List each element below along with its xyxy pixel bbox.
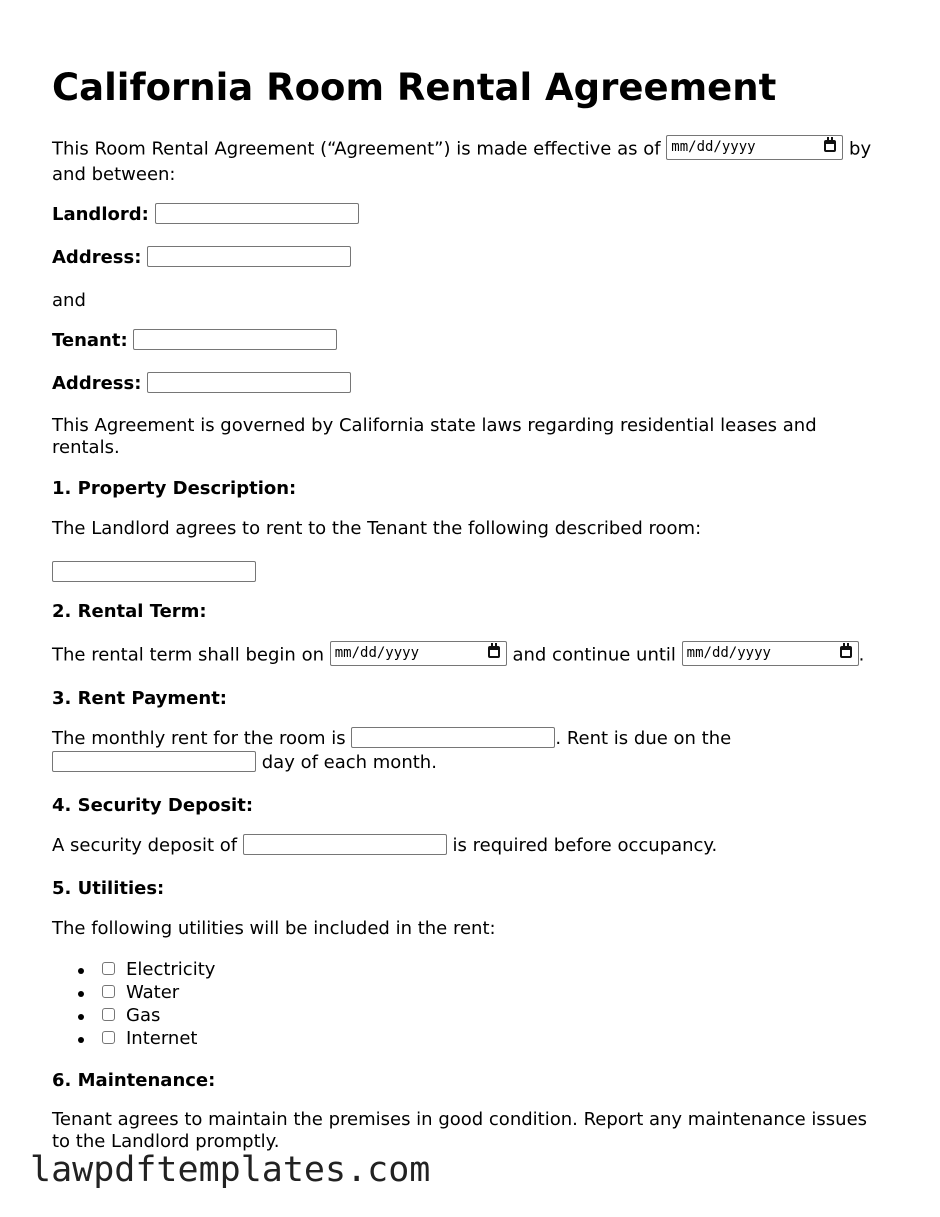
governing-text-1: This Agreement is governed by California state laws regarding residential leases and [52, 415, 817, 436]
governing-text-2: rentals. [52, 437, 120, 458]
deposit-text: A security deposit of [52, 835, 238, 856]
landlord-label: Landlord: [52, 204, 149, 225]
rent-due-text: . Rent is due on the [555, 728, 732, 749]
rental-term-middle-text: and continue until [512, 644, 676, 666]
landlord-name-input[interactable] [155, 203, 359, 224]
tenant-address-label: Address: [52, 373, 142, 394]
landlord-address-input[interactable] [147, 246, 351, 267]
rental-term-period: . [858, 644, 865, 666]
calendar-icon[interactable] [488, 646, 500, 658]
checkbox-label: Electricity [126, 959, 216, 980]
section-5-text: The following utilities will be included in the rent: [52, 918, 496, 939]
landlord-address-row [52, 247, 351, 269]
maintenance-text-1: Tenant agrees to maintain the premises in good condition. Report any maintenance issues [52, 1109, 868, 1130]
intro-text: This Room Rental Agreement (“Agreement”) is made effective as of [52, 138, 661, 160]
section-6-heading: 6. Maintenance: [52, 1070, 216, 1091]
tenant-address-row [52, 373, 351, 395]
checkbox-label: Gas [126, 1005, 161, 1026]
landlord-address-label: Address: [52, 247, 142, 268]
security-deposit-input[interactable] [243, 834, 447, 855]
deposit-after-text: is required before occupancy. [452, 835, 718, 856]
landlord-row [52, 204, 359, 226]
rental-term-text: The rental term shall begin on [52, 644, 324, 666]
bullet [78, 1014, 84, 1020]
tenant-row [52, 330, 337, 352]
rental-term-line [52, 643, 864, 668]
start-date-input[interactable] [330, 641, 507, 666]
list-item [52, 982, 215, 1005]
deposit-line [52, 835, 717, 857]
water-checkbox[interactable] [102, 985, 115, 998]
property-description-input[interactable] [52, 561, 256, 582]
rent-day-text: day of each month. [261, 752, 437, 773]
intro-line-2: and between: [52, 164, 176, 185]
internet-checkbox[interactable] [102, 1031, 115, 1044]
checkbox-label: Internet [126, 1028, 198, 1049]
intro-by-text: by [849, 138, 872, 160]
list-item [52, 1028, 215, 1051]
and-text: and [52, 290, 86, 311]
rent-text: The monthly rent for the room is [52, 728, 346, 749]
checkbox-label: Water [126, 982, 180, 1003]
rent-line-2 [52, 752, 437, 774]
bullet [78, 1037, 84, 1043]
electricity-checkbox[interactable] [102, 962, 115, 975]
calendar-icon[interactable] [840, 646, 852, 658]
calendar-icon[interactable] [824, 140, 836, 152]
property-row [52, 560, 256, 582]
maintenance-text-2: to the Landlord promptly. [52, 1131, 280, 1152]
document-title: California Room Rental Agreement [52, 66, 777, 109]
date-placeholder: mm/dd/yyyy [671, 139, 756, 155]
tenant-name-input[interactable] [133, 329, 337, 350]
gas-checkbox[interactable] [102, 1008, 115, 1021]
end-date-input[interactable] [682, 641, 859, 666]
watermark: lawpdftemplates.com [30, 1150, 431, 1190]
monthly-rent-input[interactable] [351, 727, 555, 748]
section-2-heading: 2. Rental Term: [52, 601, 207, 622]
bullet [78, 991, 84, 997]
section-5-heading: 5. Utilities: [52, 878, 165, 899]
section-1-heading: 1. Property Description: [52, 478, 297, 499]
rent-due-day-input[interactable] [52, 751, 256, 772]
intro-line [52, 137, 871, 162]
section-4-heading: 4. Security Deposit: [52, 795, 254, 816]
utilities-list [52, 959, 215, 1051]
tenant-label: Tenant: [52, 330, 128, 351]
section-1-text: The Landlord agrees to rent to the Tenant the following described room: [52, 518, 702, 539]
bullet [78, 968, 84, 974]
list-item [52, 1005, 215, 1028]
tenant-address-input[interactable] [147, 372, 351, 393]
list-item [52, 959, 215, 982]
date-placeholder: mm/dd/yyyy [334, 645, 420, 661]
date-placeholder: mm/dd/yyyy [686, 645, 771, 661]
rent-line [52, 728, 731, 750]
effective-date-input[interactable] [666, 135, 843, 160]
section-3-heading: 3. Rent Payment: [52, 688, 227, 709]
